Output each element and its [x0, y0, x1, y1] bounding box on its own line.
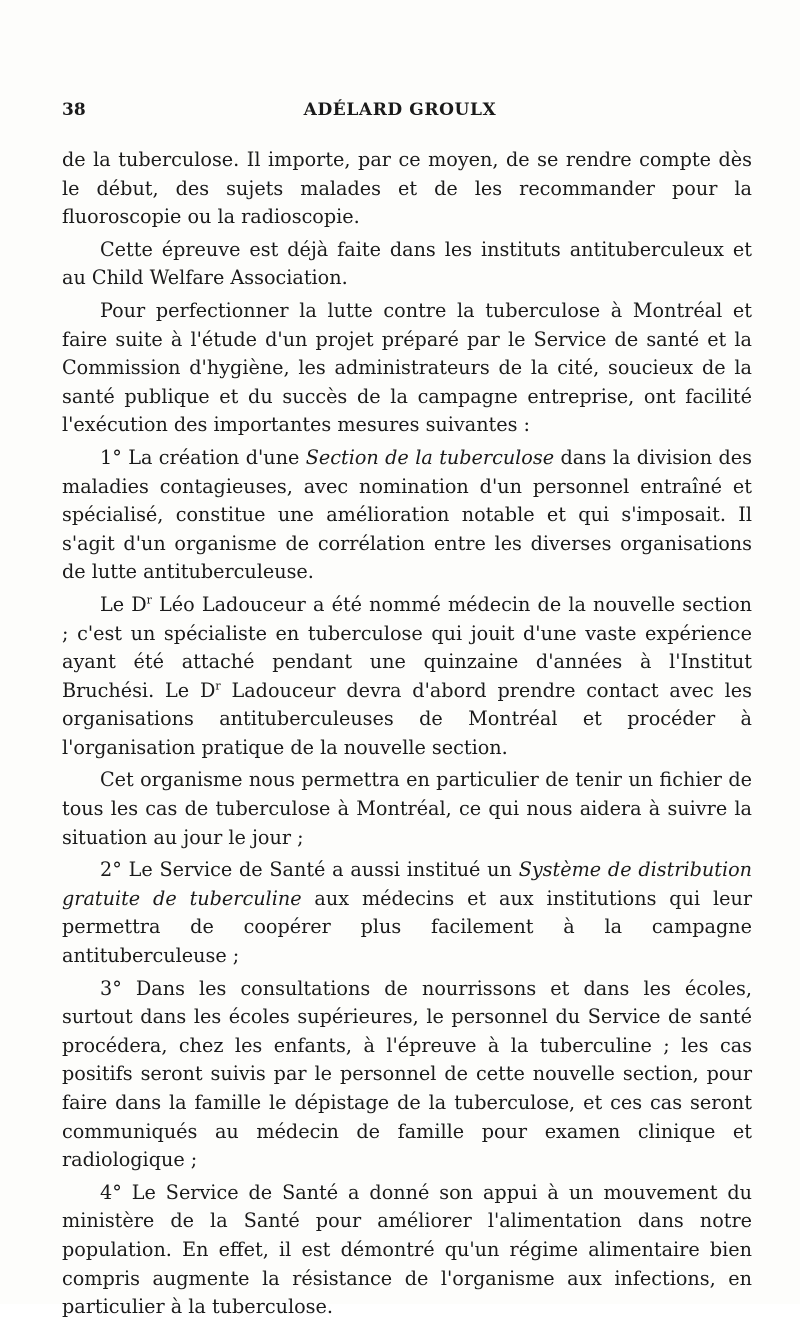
paragraph-5-superscript-2: r [215, 679, 221, 693]
paragraph-4-italic: Section de la tuberculose [305, 445, 555, 469]
paragraph-7-italic: Système de distribution gratuite de tuberculine [62, 858, 753, 910]
running-head [62, 100, 738, 126]
paragraph-4-prefix: 1° La création d'une [100, 445, 306, 469]
running-title: ADÉLARD GROULX [303, 100, 497, 120]
paragraph-7-prefix: 2° Le Service de Santé a aussi institué un [100, 858, 519, 882]
paragraph-5-part-1: Le D [100, 592, 147, 616]
paragraph-2: Cette épreuve est déjà faite dans les instituts antituberculeux et au Child Welfare Association. [62, 237, 752, 290]
paragraph-5-superscript-1: r [146, 593, 152, 607]
paragraph-1: de la tuberculose. Il importe, par ce moyen, de se rendre compte dès le début, des sujets malades et de les recommander pour la fluoroscopie ou la radioscopie. [62, 148, 752, 229]
paragraph-6: Cet organisme nous permettra en particulier de tenir un fichier de tous les cas de tuberculose à Montréal, ce qui nous aidera à suivre la situation au jour le jour ; [62, 768, 752, 849]
paragraph-8: 3° Dans les consultations de nourrissons et dans les écoles, surtout dans les écoles supérieures, le personnel du Service de santé procédera, chez les enfants, à l'épreuve à la tuberculine ; les cas positifs seront suivis par le personnel de cette nouvelle section, pour faire dans la famille le dépistage de la tuberculose, et ces cas seront communiqués au médecin de famille pour examen clinique et radiologique ; [62, 976, 752, 1172]
paragraph-7 [62, 856, 752, 970]
body-text [62, 146, 752, 1326]
paragraph-9: 4° Le Service de Santé a donné son appui à un mouvement du ministère de la Santé pour améliorer l'alimentation dans notre population. En effet, il est démontré qu'un régime alimentaire bien compris augmente la résistance de l'organisme aux infections, en particulier à la tuberculose. [62, 1180, 752, 1319]
paragraph-3: Pour perfectionner la lutte contre la tuberculose à Montréal et faire suite à l'étude d'un projet préparé par le Service de santé et la Commission d'hygiène, les administrateurs de la cité, soucieux de la santé publique et du succès de la campagne entreprise, ont facilité l'exécution des importantes mesures suivantes : [62, 298, 752, 437]
paragraph-7-suffix: aux médecins et aux institutions qui leur permettra de coopérer plus facilement à la campagne antituberculeuse ; [62, 886, 752, 968]
paragraph-5-part-2: Léo Ladouceur a été nommé médecin de la nouvelle section ; c'est un spécialiste en tuberculose qui jouit d'une vaste expérience ayant été attaché pendant une quinzaine d'années à l'Institut Bruchési. Le D [62, 592, 752, 702]
page-number: 38 [62, 100, 86, 120]
paragraph-5-part-3: Ladouceur devra d'abord prendre contact avec les organisations antituberculeuses de Montréal et procéder à l'organisation pratique de la nouvelle section. [62, 678, 752, 759]
paragraph-4 [62, 444, 752, 587]
paragraph-5 [62, 591, 752, 763]
paragraph-4-suffix: dans la division des maladies contagieuses, avec nomination d'un personnel entraîné et spécialisé, constitue une amélioration notable et qui s'imposait. Il s'agit d'un organisme de corrélation entre les diverses organisations de lutte antituberculeuse. [62, 445, 752, 584]
